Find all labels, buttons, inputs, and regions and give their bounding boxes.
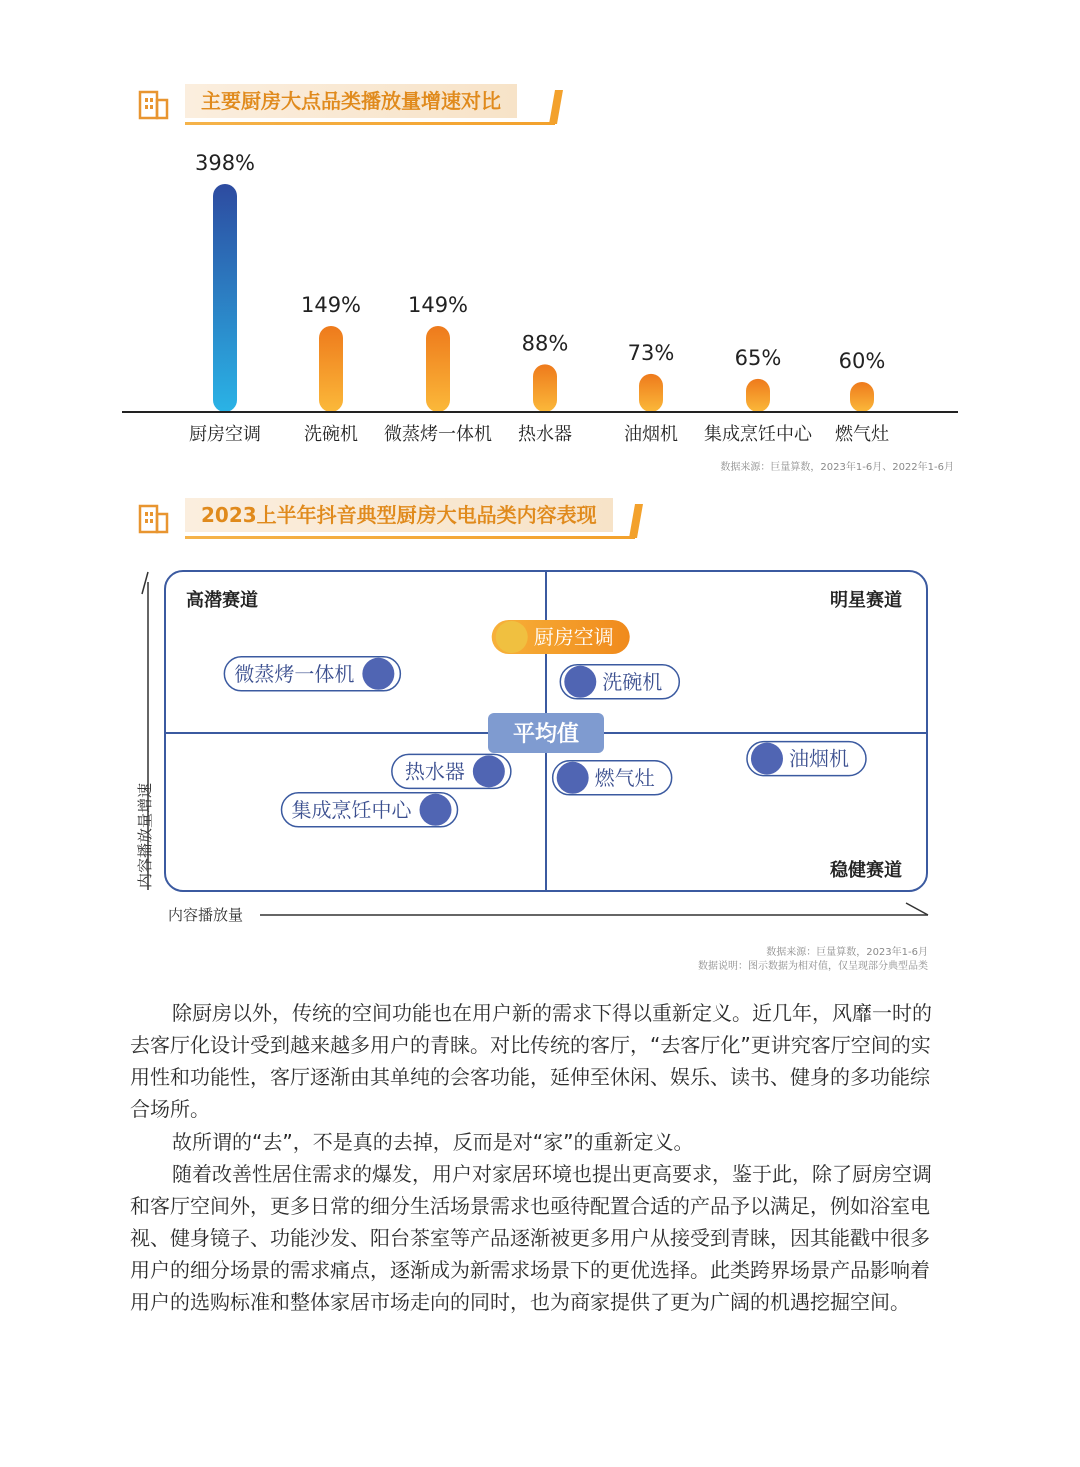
bar-5: [746, 379, 770, 412]
paragraph-2: 故所谓的“去”，不是真的去掉，反而是对“家”的重新定义。: [172, 1130, 694, 1154]
x-axis-label: 内容播放量: [168, 906, 244, 924]
bar-value-label: 65%: [734, 345, 782, 370]
average-label: 平均值: [512, 722, 580, 747]
data-point-5: [553, 761, 672, 795]
building-icon: [137, 86, 171, 120]
category-label: 集成烹饪中心: [704, 424, 812, 445]
quadrant-label-top-left: 高潜赛道: [186, 590, 258, 611]
point-label: 厨房空调: [533, 625, 614, 649]
bar-value-label: 73%: [627, 340, 675, 365]
bar-value-label: 398%: [194, 151, 256, 175]
data-point-4: [392, 754, 511, 788]
point-dot: [473, 755, 505, 787]
paragraph-3: 随着改善性居住需求的爆发，用户对家居环境也提出更高要求，鉴于此，除了厨房空调和客厅空间外，更多日常的细分生活场景需求也亟待配置合适的产品予以满足，例如浴室电视、健身镜子、功能沙发、阳台茶室等产品逐渐被更多用户从接受到青睐，因其能戳中很多用户的细分场景的需求痛点，逐渐成为新需求场景下的更优选择。此类跨界场景产品影响着用户的选购标准和整体家居市场走向的同时，也为商家提供了更为广阔的机遇挖掘空间。: [130, 1162, 932, 1314]
point-label: 洗碗机: [602, 669, 663, 694]
data-note-2: 数据说明：图示数据为相对值，仅呈现部分典型品类: [698, 961, 928, 972]
quadrant-label-top-right: 明星赛道: [830, 590, 902, 611]
data-point-3: [747, 742, 866, 776]
category-label: 油烟机: [624, 424, 678, 445]
category-label: 洗碗机: [304, 424, 358, 445]
bar-1: [319, 326, 343, 412]
section-title: 主要厨房大点品类播放量增速对比: [185, 84, 517, 118]
point-dot: [564, 666, 596, 698]
data-point-1: [224, 657, 400, 691]
quadrant-chart: [120, 560, 950, 930]
point-label: 燃气灶: [594, 765, 655, 790]
bar-chart: [0, 140, 1080, 480]
quadrant-label-bottom-right: 稳健赛道: [830, 860, 902, 881]
bar-4: [639, 374, 663, 412]
point-dot: [496, 621, 528, 653]
source-note-1: 数据来源：巨量算数，2023年1-6月、2022年1-6月: [720, 462, 954, 473]
title-underline: [185, 122, 555, 125]
point-dot: [420, 794, 452, 826]
bar-value-label: 88%: [521, 331, 569, 356]
title-underline: [185, 536, 635, 539]
point-dot: [362, 658, 394, 690]
category-label: 厨房空调: [189, 424, 261, 445]
data-point-6: [282, 793, 458, 827]
paragraph-1: 除厨房以外，传统的空间功能也在用户新的需求下得以重新定义。近几年，风靡一时的去客厅化设计受到越来越多用户的青睐。对比传统的客厅，“去客厅化”更讲究客厅空间的实用性和功能性，客厅逐渐由其单纯的会客功能，延伸至休闲、娱乐、读书、健身的多功能综合场所。: [130, 1001, 932, 1121]
bar-0: [213, 184, 237, 412]
section-header-2: [137, 498, 657, 538]
category-label: 燃气灶: [835, 424, 889, 445]
category-label: 热水器: [518, 424, 572, 445]
point-dot: [557, 762, 589, 794]
bar-value-label: 60%: [838, 349, 886, 373]
y-axis-arrow-head: [142, 572, 148, 594]
section-title: 2023上半年抖音典型厨房大电品类内容表现: [185, 498, 613, 532]
x-axis-arrow-head: [906, 903, 928, 915]
section-header-1: [137, 84, 577, 124]
data-point-2: [560, 665, 679, 699]
title-slash: [629, 498, 645, 538]
title-slash: [549, 84, 565, 124]
bar-value-label: 149%: [300, 293, 362, 317]
point-label: 热水器: [404, 759, 465, 784]
y-axis-label: 内容播放量增速: [136, 782, 154, 888]
bar-3: [533, 364, 557, 412]
point-label: 集成烹饪中心: [291, 797, 412, 822]
building-icon: [137, 500, 171, 534]
bar-2: [426, 326, 450, 412]
point-label: 微蒸烤一体机: [234, 661, 355, 686]
category-label: 微蒸烤一体机: [384, 424, 492, 445]
bar-value-label: 149%: [407, 293, 469, 317]
point-dot: [751, 743, 783, 775]
source-note-2: 数据来源：巨量算数，2023年1-6月: [766, 947, 928, 958]
point-label: 油烟机: [788, 746, 849, 771]
bar-6: [850, 382, 874, 412]
data-point-0: [492, 620, 630, 654]
